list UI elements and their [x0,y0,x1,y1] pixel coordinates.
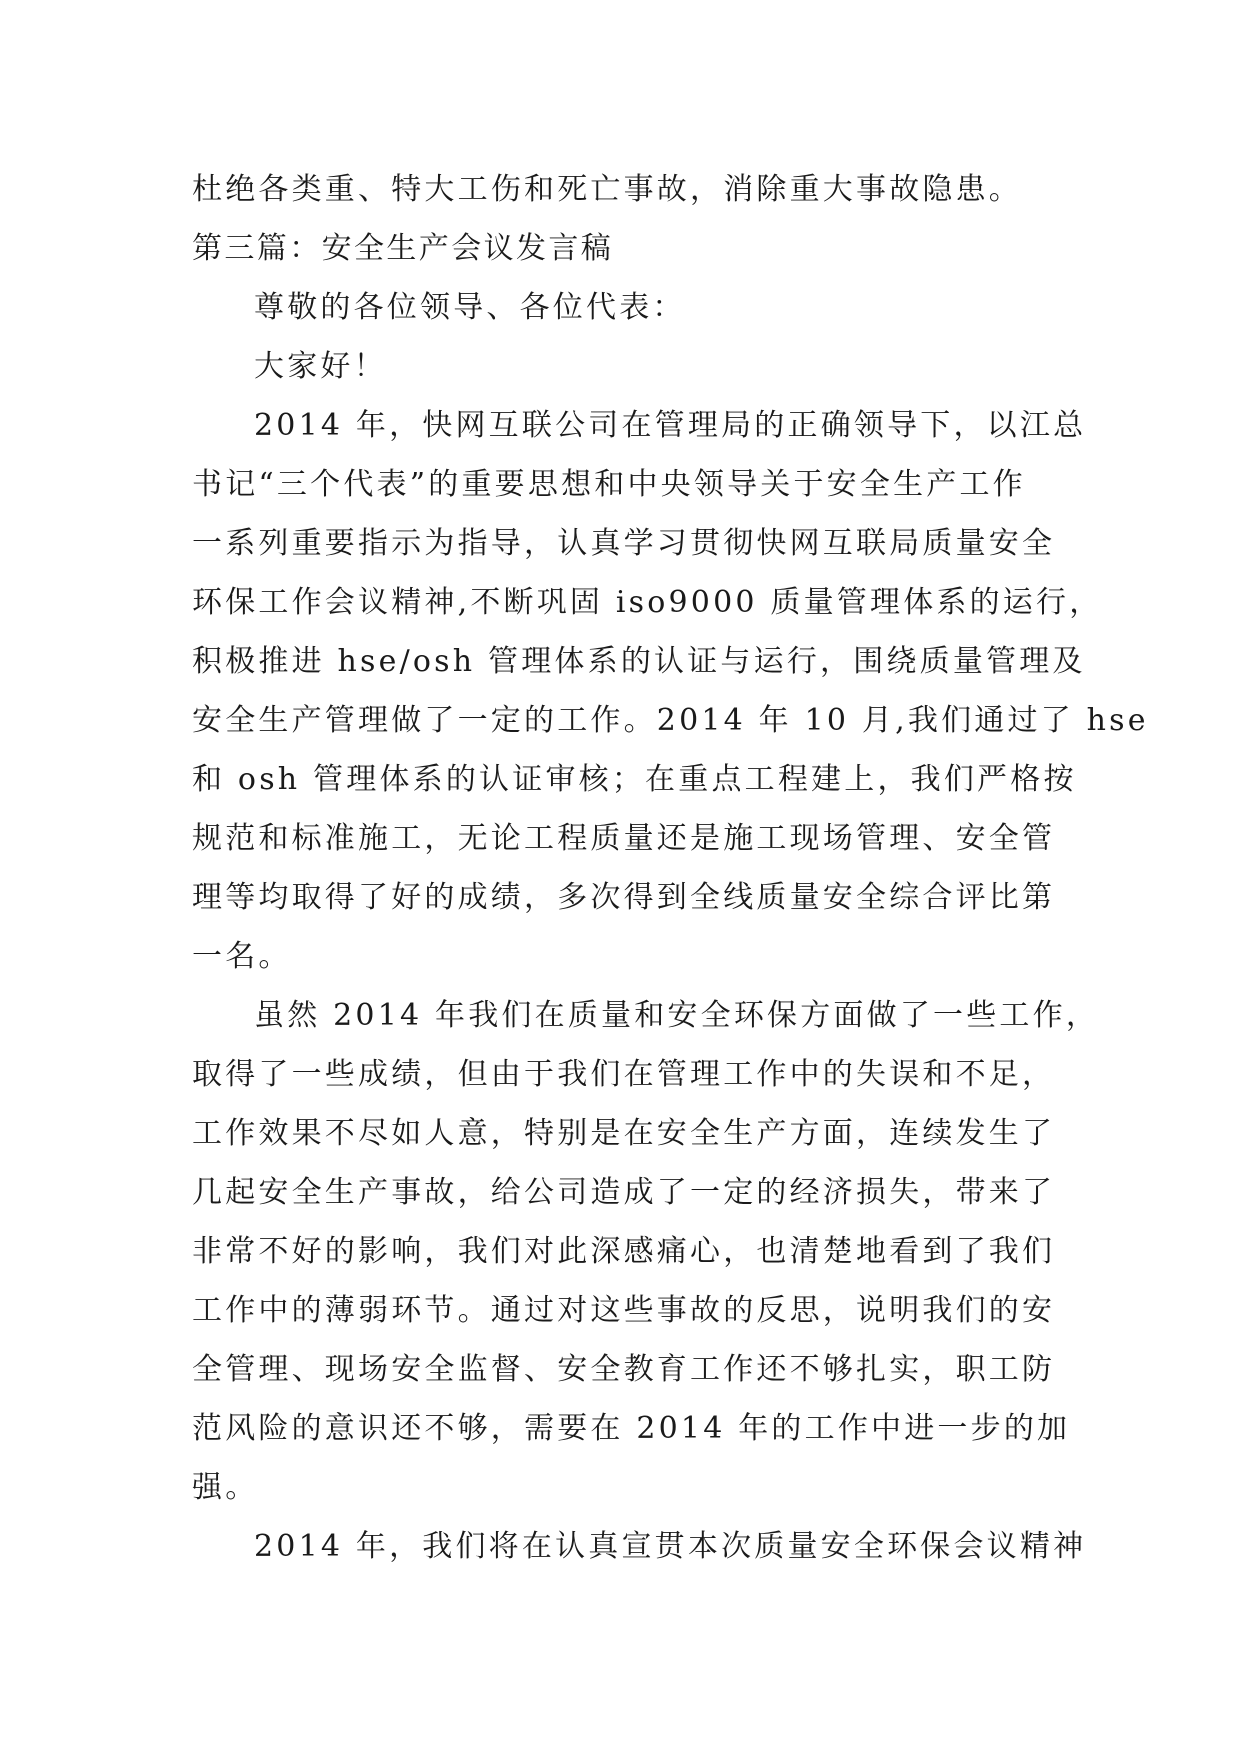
text-line: 理等均取得了好的成绩，多次得到全线质量安全综合评比第 [192,880,1056,915]
text-line: 2014 年，快网互联公司在管理局的正确领导下，以江总 [254,408,1087,443]
text-line: 几起安全生产事故，给公司造成了一定的经济损失，带来了 [192,1175,1056,1210]
text-line: 全管理、现场安全监督、安全教育工作还不够扎实，职工防 [192,1352,1056,1387]
text-line: 非常不好的影响，我们对此深感痛心，也清楚地看到了我们 [192,1234,1056,1269]
document-body [192,160,1149,1576]
text-line: 和 osh 管理体系的认证审核；在重点工程建上，我们严格按 [192,762,1077,797]
text-line: 范风险的意识还不够，需要在 2014 年的工作中进一步的加 [192,1411,1071,1446]
salutation: 尊敬的各位领导、各位代表： [254,290,686,325]
text-line: 取得了一些成绩，但由于我们在管理工作中的失误和不足， [192,1057,1056,1092]
text-line: 工作效果不尽如人意，特别是在安全生产方面，连续发生了 [192,1116,1056,1151]
text-line: 一系列重要指示为指导，认真学习贯彻快网互联局质量安全 [192,526,1056,561]
text-line: 积极推进 hse/osh 管理体系的认证与运行，围绕质量管理及 [192,644,1086,679]
text-line: 一名。 [192,939,292,974]
text-line: 环保工作会议精神,不断巩固 iso9000 质量管理体系的运行， [192,585,1103,620]
text-line: 书记“三个代表”的重要思想和中央领导关于安全生产工作 [192,467,1026,502]
section-heading: 第三篇：安全生产会议发言稿 [192,231,614,266]
text-line: 规范和标准施工，无论工程质量还是施工现场管理、安全管 [192,821,1056,856]
text-line: 杜绝各类重、特大工伤和死亡事故，消除重大事故隐患。 [192,172,1022,207]
text-line: 安全生产管理做了一定的工作。2014 年 10 月,我们通过了 hse [192,703,1149,738]
text-line: 工作中的薄弱环节。通过对这些事故的反思，说明我们的安 [192,1293,1056,1328]
greeting: 大家好！ [254,349,387,384]
text-line: 2014 年，我们将在认真宣贯本次质量安全环保会议精神 [254,1529,1087,1564]
text-line: 虽然 2014 年我们在质量和安全环保方面做了一些工作， [254,998,1100,1033]
text-line: 强。 [192,1470,259,1505]
